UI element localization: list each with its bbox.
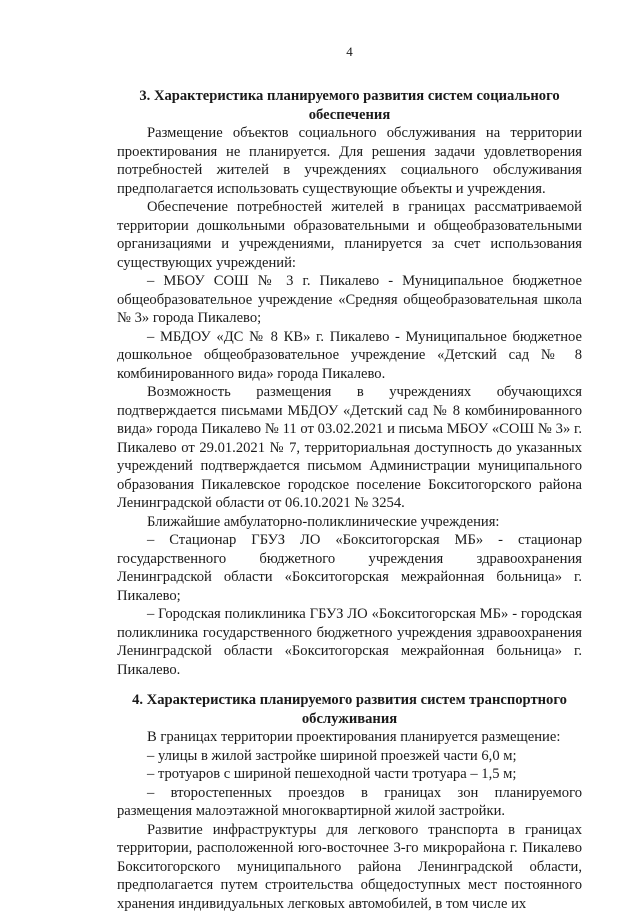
- list-item: – второстепенных проездов в границах зон планируемого размещения малоэтажной многоквартирной жилой застройки.: [117, 784, 582, 821]
- section-4-title-line1: 4. Характеристика планируемого развития систем транспортного: [132, 692, 567, 708]
- paragraph: Обеспечение потребностей жителей в границах рассматриваемой территории дошкольными образовательными и общеобразовательными организациями и учреждениями, планируется за счет использования существующих учреждений:: [117, 198, 582, 272]
- section-3-title-line2: обеспечения: [309, 107, 390, 123]
- section-3-title: [117, 87, 582, 124]
- section-3-title-line1: 3. Характеристика планируемого развития систем социального: [139, 88, 559, 104]
- paragraph: Размещение объектов социального обслуживания на территории проектирования не планируется. Для решения задачи удовлетворения потребностей жителей в учреждениях социального обслуживания предполагается использовать существующие объекты и учреждения.: [117, 124, 582, 198]
- paragraph: Развитие инфраструктуры для легкового транспорта в границах территории, расположенной юго-восточнее 3-го микрорайона г. Пикалево Бокситогорского муниципального района Ленинградской области, предполагается путем строительства общедоступных мест постоянного хранения индивидуальных легковых автомобилей, в том числе их: [117, 821, 582, 913]
- paragraph: Возможность размещения в учреждениях обучающихся подтверждается письмами МБДОУ «Детский сад № 8 комбинированного вида» города Пикалево № 11 от 03.02.2021 и письма МБОУ «СОШ № 3» г. Пикалево от 29.01.2021 № 7, территориальная доступность до указанных учреждений подтверждается письмом Администрации муниципального образования Пикалевское городское поселение Бокситогорского района Ленинградской области от 06.10.2021 № 3254.: [117, 383, 582, 513]
- list-item: – МБДОУ «ДС № 8 КВ» г. Пикалево - Муниципальное бюджетное дошкольное общеобразовательное учреждение «Детский сад № 8 комбинированного вида» города Пикалево.: [117, 328, 582, 384]
- list-item: – МБОУ СОШ № 3 г. Пикалево - Муниципальное бюджетное общеобразовательное учреждение «Средняя общеобразовательная школа № 3» города Пикалево;: [117, 272, 582, 328]
- paragraph: Ближайшие амбулаторно-поликлинические учреждения:: [117, 513, 582, 532]
- section-4-title-line2: обслуживания: [302, 711, 397, 727]
- page-number: 4: [117, 44, 582, 60]
- list-item: – улицы в жилой застройке шириной проезжей части 6,0 м;: [117, 747, 582, 766]
- list-item: – тротуаров с шириной пешеходной части тротуара – 1,5 м;: [117, 765, 582, 784]
- list-item: – Городская поликлиника ГБУЗ ЛО «Бокситогорская МБ» - городская поликлиника государственного бюджетного учреждения здравоохранения Ленинградской области «Бокситогорская межрайонная больница» г. Пикалево.: [117, 605, 582, 679]
- paragraph: В границах территории проектирования планируется размещение:: [117, 728, 582, 747]
- list-item: – Стационар ГБУЗ ЛО «Бокситогорская МБ» - стационар государственного бюджетного учреждения здравоохранения Ленинградской области «Бокситогорская межрайонная больница» г. Пикалево;: [117, 531, 582, 605]
- section-4-title: [117, 691, 582, 728]
